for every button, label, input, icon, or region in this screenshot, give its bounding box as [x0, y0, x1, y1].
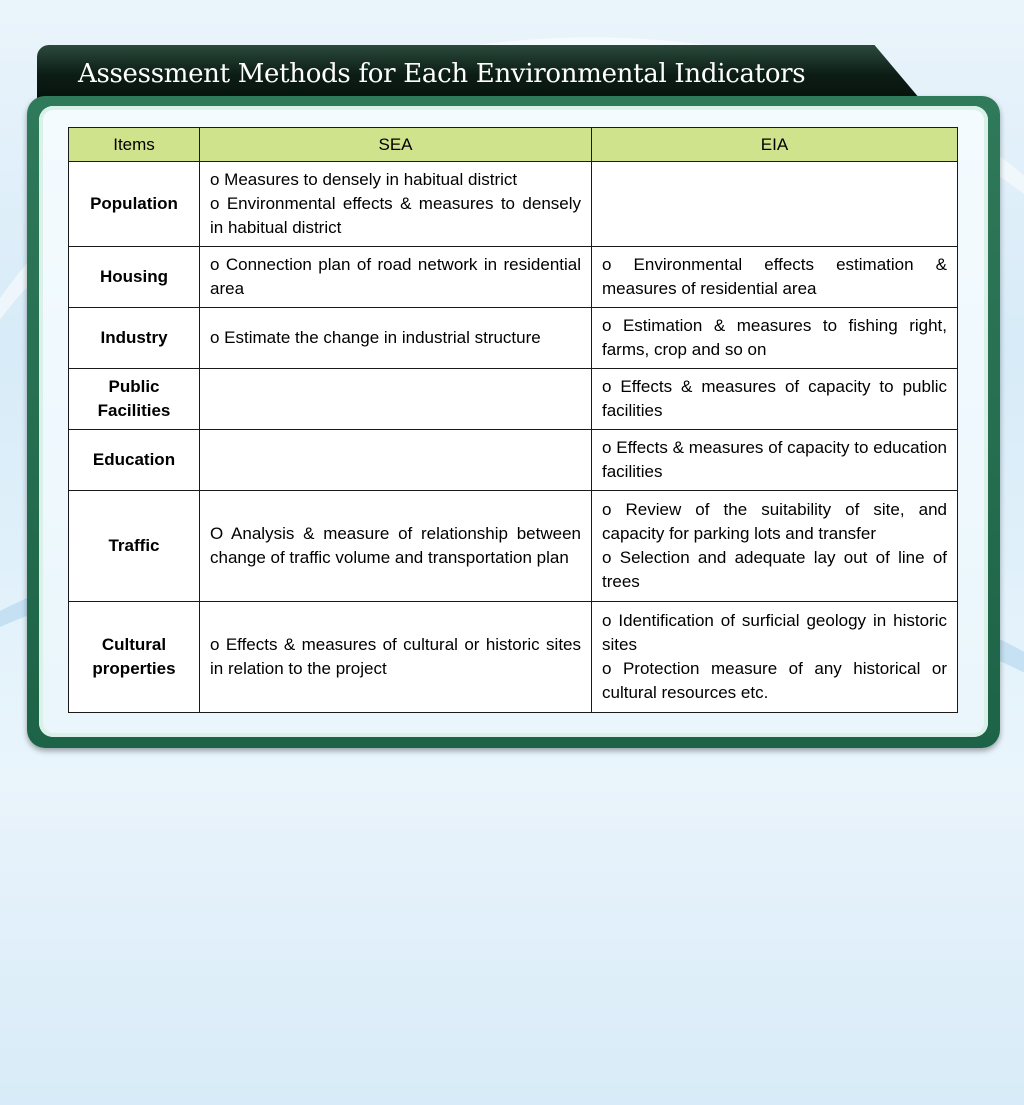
assessment-methods-table — [68, 127, 958, 713]
eia-cell — [592, 162, 958, 247]
item-label: Education — [69, 430, 200, 491]
eia-text: o Environmental effects estimation & measures of residential area — [602, 255, 947, 298]
eia-text: o Selection and adequate lay out of line of trees — [602, 548, 947, 591]
sea-cell — [200, 247, 592, 308]
item-label: Housing — [69, 247, 200, 308]
eia-cell — [592, 430, 958, 491]
table-row-traffic — [69, 491, 958, 602]
table-row-population — [69, 162, 958, 247]
sea-cell — [200, 308, 592, 369]
header-sea: SEA — [200, 128, 592, 162]
sea-text: o Effects & measures of cultural or historic sites in relation to the project — [210, 635, 581, 678]
eia-cell — [592, 247, 958, 308]
table-row-housing — [69, 247, 958, 308]
header-items: Items — [69, 128, 200, 162]
table-row-industry — [69, 308, 958, 369]
title-banner-tail — [850, 45, 920, 99]
eia-text: o Review of the suitability of site, and capacity for parking lots and transfer — [602, 500, 947, 543]
sea-text: o Estimate the change in industrial structure — [210, 328, 541, 347]
eia-text: o Effects & measures of capacity to education facilities — [602, 438, 947, 481]
sea-text: O Analysis & measure of relationship between change of traffic volume and transportation plan — [210, 524, 581, 567]
item-label: Cultural properties — [69, 602, 200, 713]
eia-text: o Estimation & measures to fishing right, farms, crop and so on — [602, 316, 947, 359]
eia-cell — [592, 602, 958, 713]
sea-text: o Environmental effects & measures to densely in habitual district — [210, 194, 581, 237]
eia-text: o Identification of surficial geology in historic sites — [602, 611, 947, 654]
item-label: Population — [69, 162, 200, 247]
table-row-public-facilities — [69, 369, 958, 430]
eia-cell — [592, 308, 958, 369]
sea-cell — [200, 162, 592, 247]
item-label: Traffic — [69, 491, 200, 602]
sea-text: o Measures to densely in habitual district — [210, 170, 518, 189]
sea-text: o Connection plan of road network in residential area — [210, 255, 581, 298]
eia-cell — [592, 491, 958, 602]
sea-cell — [200, 602, 592, 713]
sea-cell — [200, 491, 592, 602]
eia-text: o Effects & measures of capacity to public facilities — [602, 377, 947, 420]
sea-cell — [200, 369, 592, 430]
table-row-cultural-properties — [69, 602, 958, 713]
table-header-row — [69, 128, 958, 162]
eia-cell — [592, 369, 958, 430]
item-label: Industry — [69, 308, 200, 369]
table-row-education — [69, 430, 958, 491]
sea-cell — [200, 430, 592, 491]
slide-title: Assessment Methods for Each Environmental Indicators — [78, 59, 806, 89]
item-label: Public Facilities — [69, 369, 200, 430]
header-eia: EIA — [592, 128, 958, 162]
eia-text: o Protection measure of any historical or cultural resources etc. — [602, 659, 947, 702]
